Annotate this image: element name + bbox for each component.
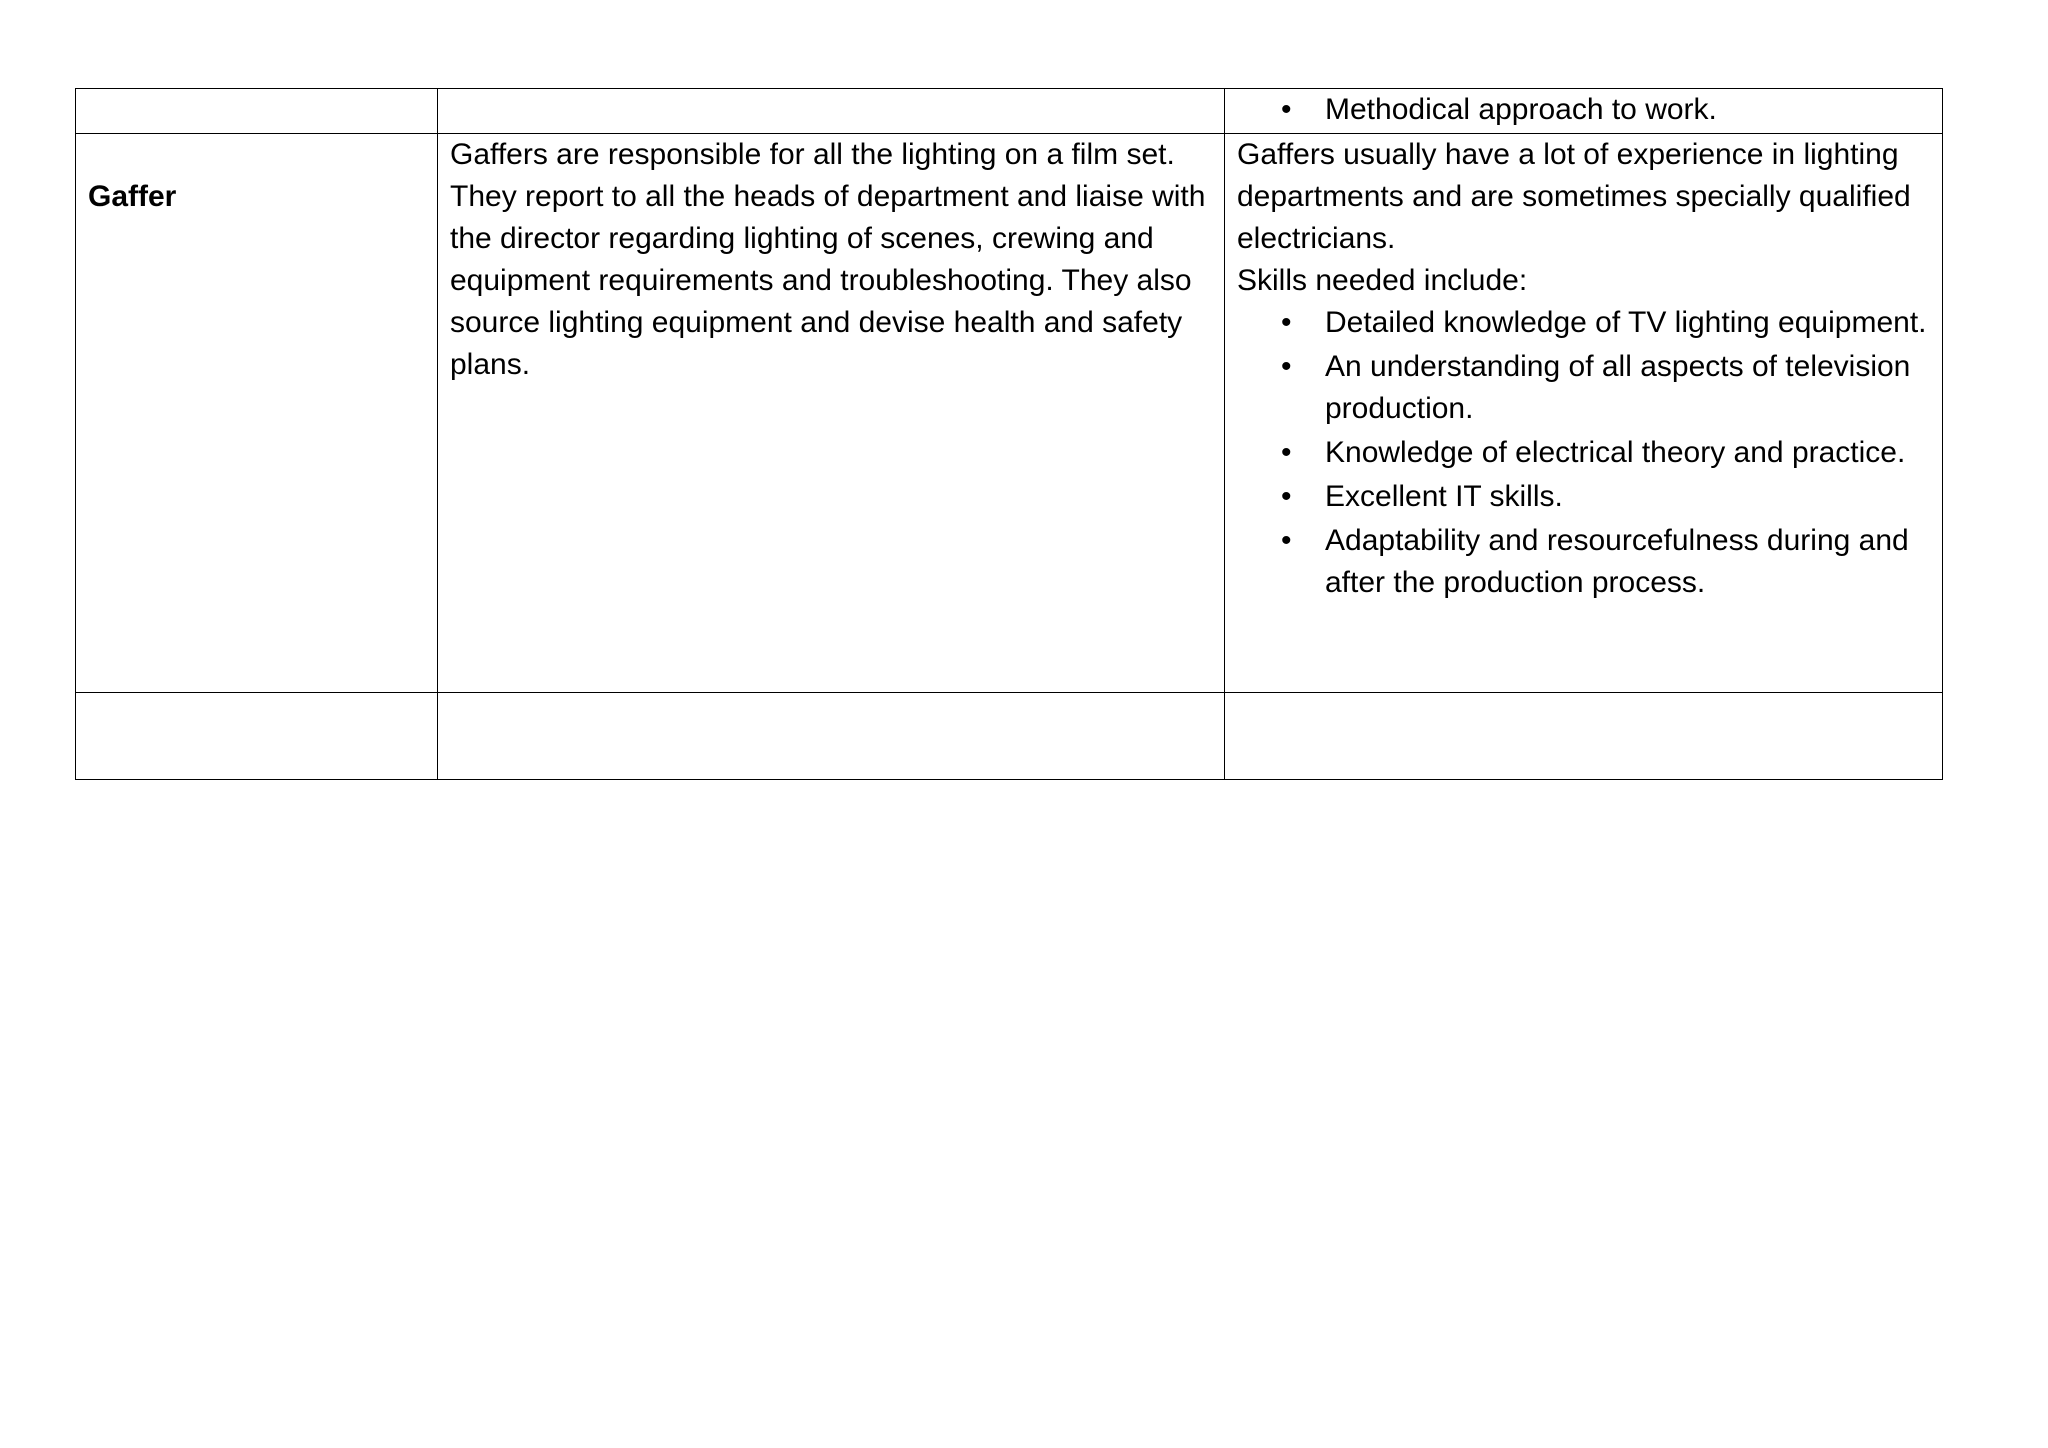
- description-cell: [438, 134, 1225, 693]
- job-roles-table: [75, 88, 1943, 780]
- requirements-cell: [1225, 89, 1943, 134]
- skills-list: [1237, 89, 1930, 131]
- list-item: [1237, 476, 1930, 518]
- table-row: [76, 89, 1943, 134]
- skill-text: Excellent IT skills.: [1325, 480, 1563, 513]
- bullet-icon: •: [1281, 93, 1292, 126]
- role-cell: [76, 134, 438, 693]
- bullet-icon: •: [1281, 306, 1292, 339]
- skills-heading: Skills needed include:: [1237, 264, 1528, 297]
- requirements-cell: [1225, 134, 1943, 693]
- list-item: [1237, 89, 1930, 131]
- role-cell: [76, 693, 438, 780]
- skill-text: Detailed knowledge of TV lighting equipment.: [1325, 306, 1927, 339]
- skill-text: Methodical approach to work.: [1325, 93, 1717, 126]
- table-row: [76, 134, 1943, 693]
- list-item: [1237, 520, 1930, 604]
- list-item: [1237, 432, 1930, 474]
- bullet-icon: •: [1281, 524, 1292, 557]
- role-title: Gaffer: [88, 180, 177, 213]
- role-description: Gaffers are responsible for all the lighting on a film set. They report to all the heads of department and liaise with the director regarding lighting of scenes, crewing and equipment requirements and troubleshooting. They also source lighting equipment and devise health and safety plans.: [450, 138, 1206, 381]
- skill-text: Knowledge of electrical theory and practice.: [1325, 436, 1906, 469]
- list-item: [1237, 346, 1930, 430]
- skill-text: An understanding of all aspects of television production.: [1325, 350, 1911, 425]
- bullet-icon: •: [1281, 436, 1292, 469]
- requirements-intro: Gaffers usually have a lot of experience in lighting departments and are sometimes specially qualified electricians.: [1237, 138, 1911, 255]
- role-cell: [76, 89, 438, 134]
- skill-text: Adaptability and resourcefulness during and after the production process.: [1325, 524, 1909, 599]
- table-row: [76, 693, 1943, 780]
- requirements-cell: [1225, 693, 1943, 780]
- list-item: [1237, 302, 1930, 344]
- description-cell: [438, 693, 1225, 780]
- description-cell: [438, 89, 1225, 134]
- skills-list: [1237, 302, 1930, 604]
- bullet-icon: •: [1281, 480, 1292, 513]
- bullet-icon: •: [1281, 350, 1292, 383]
